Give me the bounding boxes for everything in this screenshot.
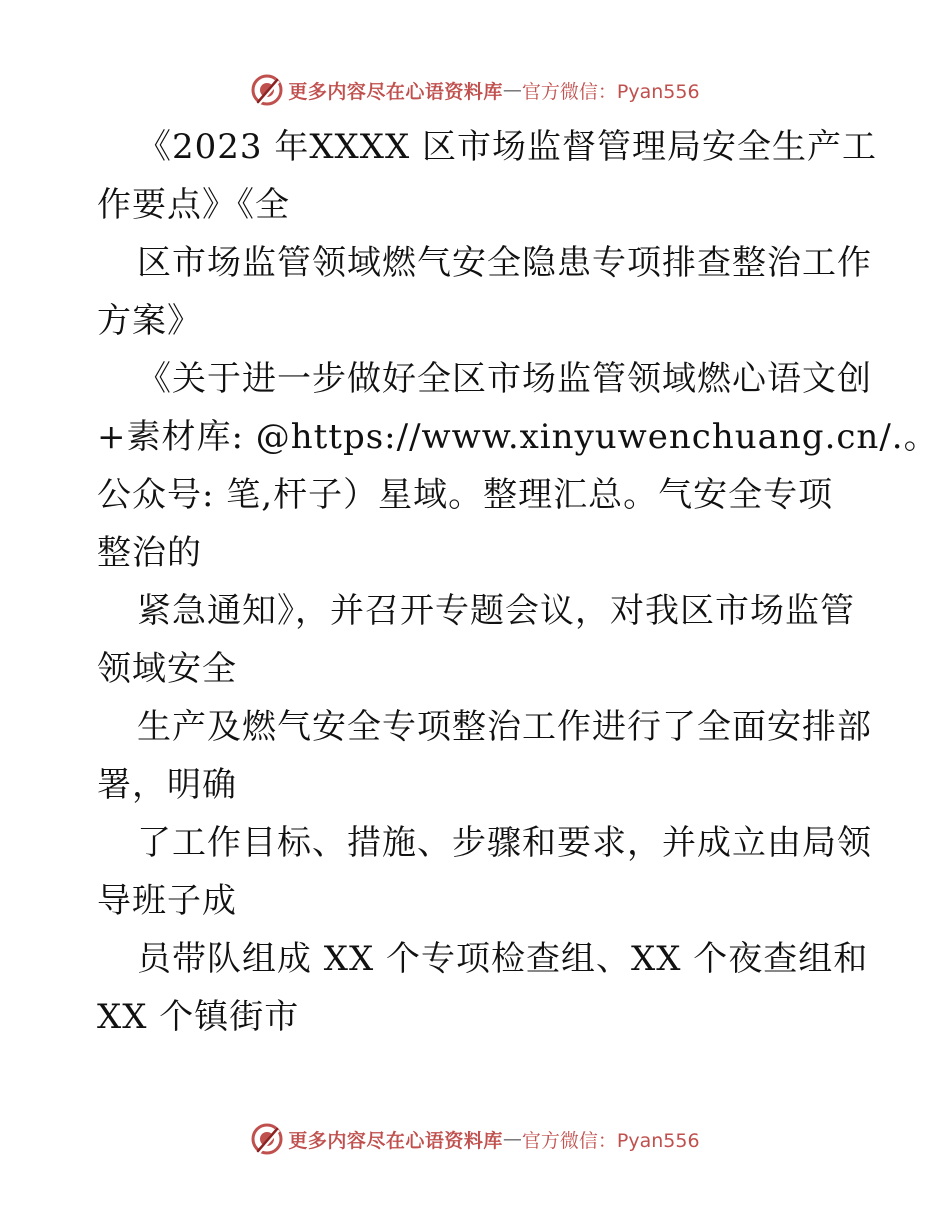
quill-pen-logo-icon	[250, 1122, 284, 1156]
text-line: 紧急通知》，并召开专题会议，对我区市场监管	[137, 591, 855, 631]
text-line: 整治的	[97, 533, 202, 573]
banner-separator: —	[502, 79, 522, 101]
text-line: 公众号: 笔,杆子）星域。整理汇总。气安全专项	[97, 475, 834, 515]
banner-contact-text: 官方微信：Pyan556	[521, 1129, 700, 1152]
header-banner	[0, 70, 950, 110]
text-line: 作要点》《全	[97, 185, 290, 225]
text-line: 员带队组成 XX 个专项检查组、XX 个夜查组和	[137, 939, 869, 979]
text-line: 《2023 年XXXX 区市场监督管理局安全生产工	[137, 127, 877, 167]
quill-pen-logo-icon	[250, 73, 284, 107]
banner-brand-text: 更多内容尽在心语资料库	[288, 1129, 503, 1152]
text-line: 生产及燃气安全专项整治工作进行了全面安排部	[137, 707, 872, 747]
banner-brand-text: 更多内容尽在心语资料库	[288, 80, 503, 103]
text-line: +素材库: @https://www.xinyuwenchuang.cn/.。	[97, 417, 939, 457]
text-line: 区市场监管领域燃气安全隐患专项排查整治工作	[137, 243, 872, 283]
footer-banner	[0, 1119, 950, 1159]
text-line: 领域安全	[97, 649, 237, 689]
banner-contact-text: 官方微信：Pyan556	[521, 80, 700, 103]
text-line: 导班子成	[97, 881, 237, 921]
text-line: 了工作目标、措施、步骤和要求，并成立由局领	[137, 823, 872, 863]
banner-separator: —	[502, 1128, 522, 1150]
text-line: 《关于进一步做好全区市场监管领域燃心语文创	[137, 359, 872, 399]
document-body	[97, 118, 939, 1046]
text-line: 方案》	[97, 301, 202, 341]
text-line: XX 个镇街市	[97, 997, 300, 1037]
text-line: 署，明确	[97, 765, 237, 805]
